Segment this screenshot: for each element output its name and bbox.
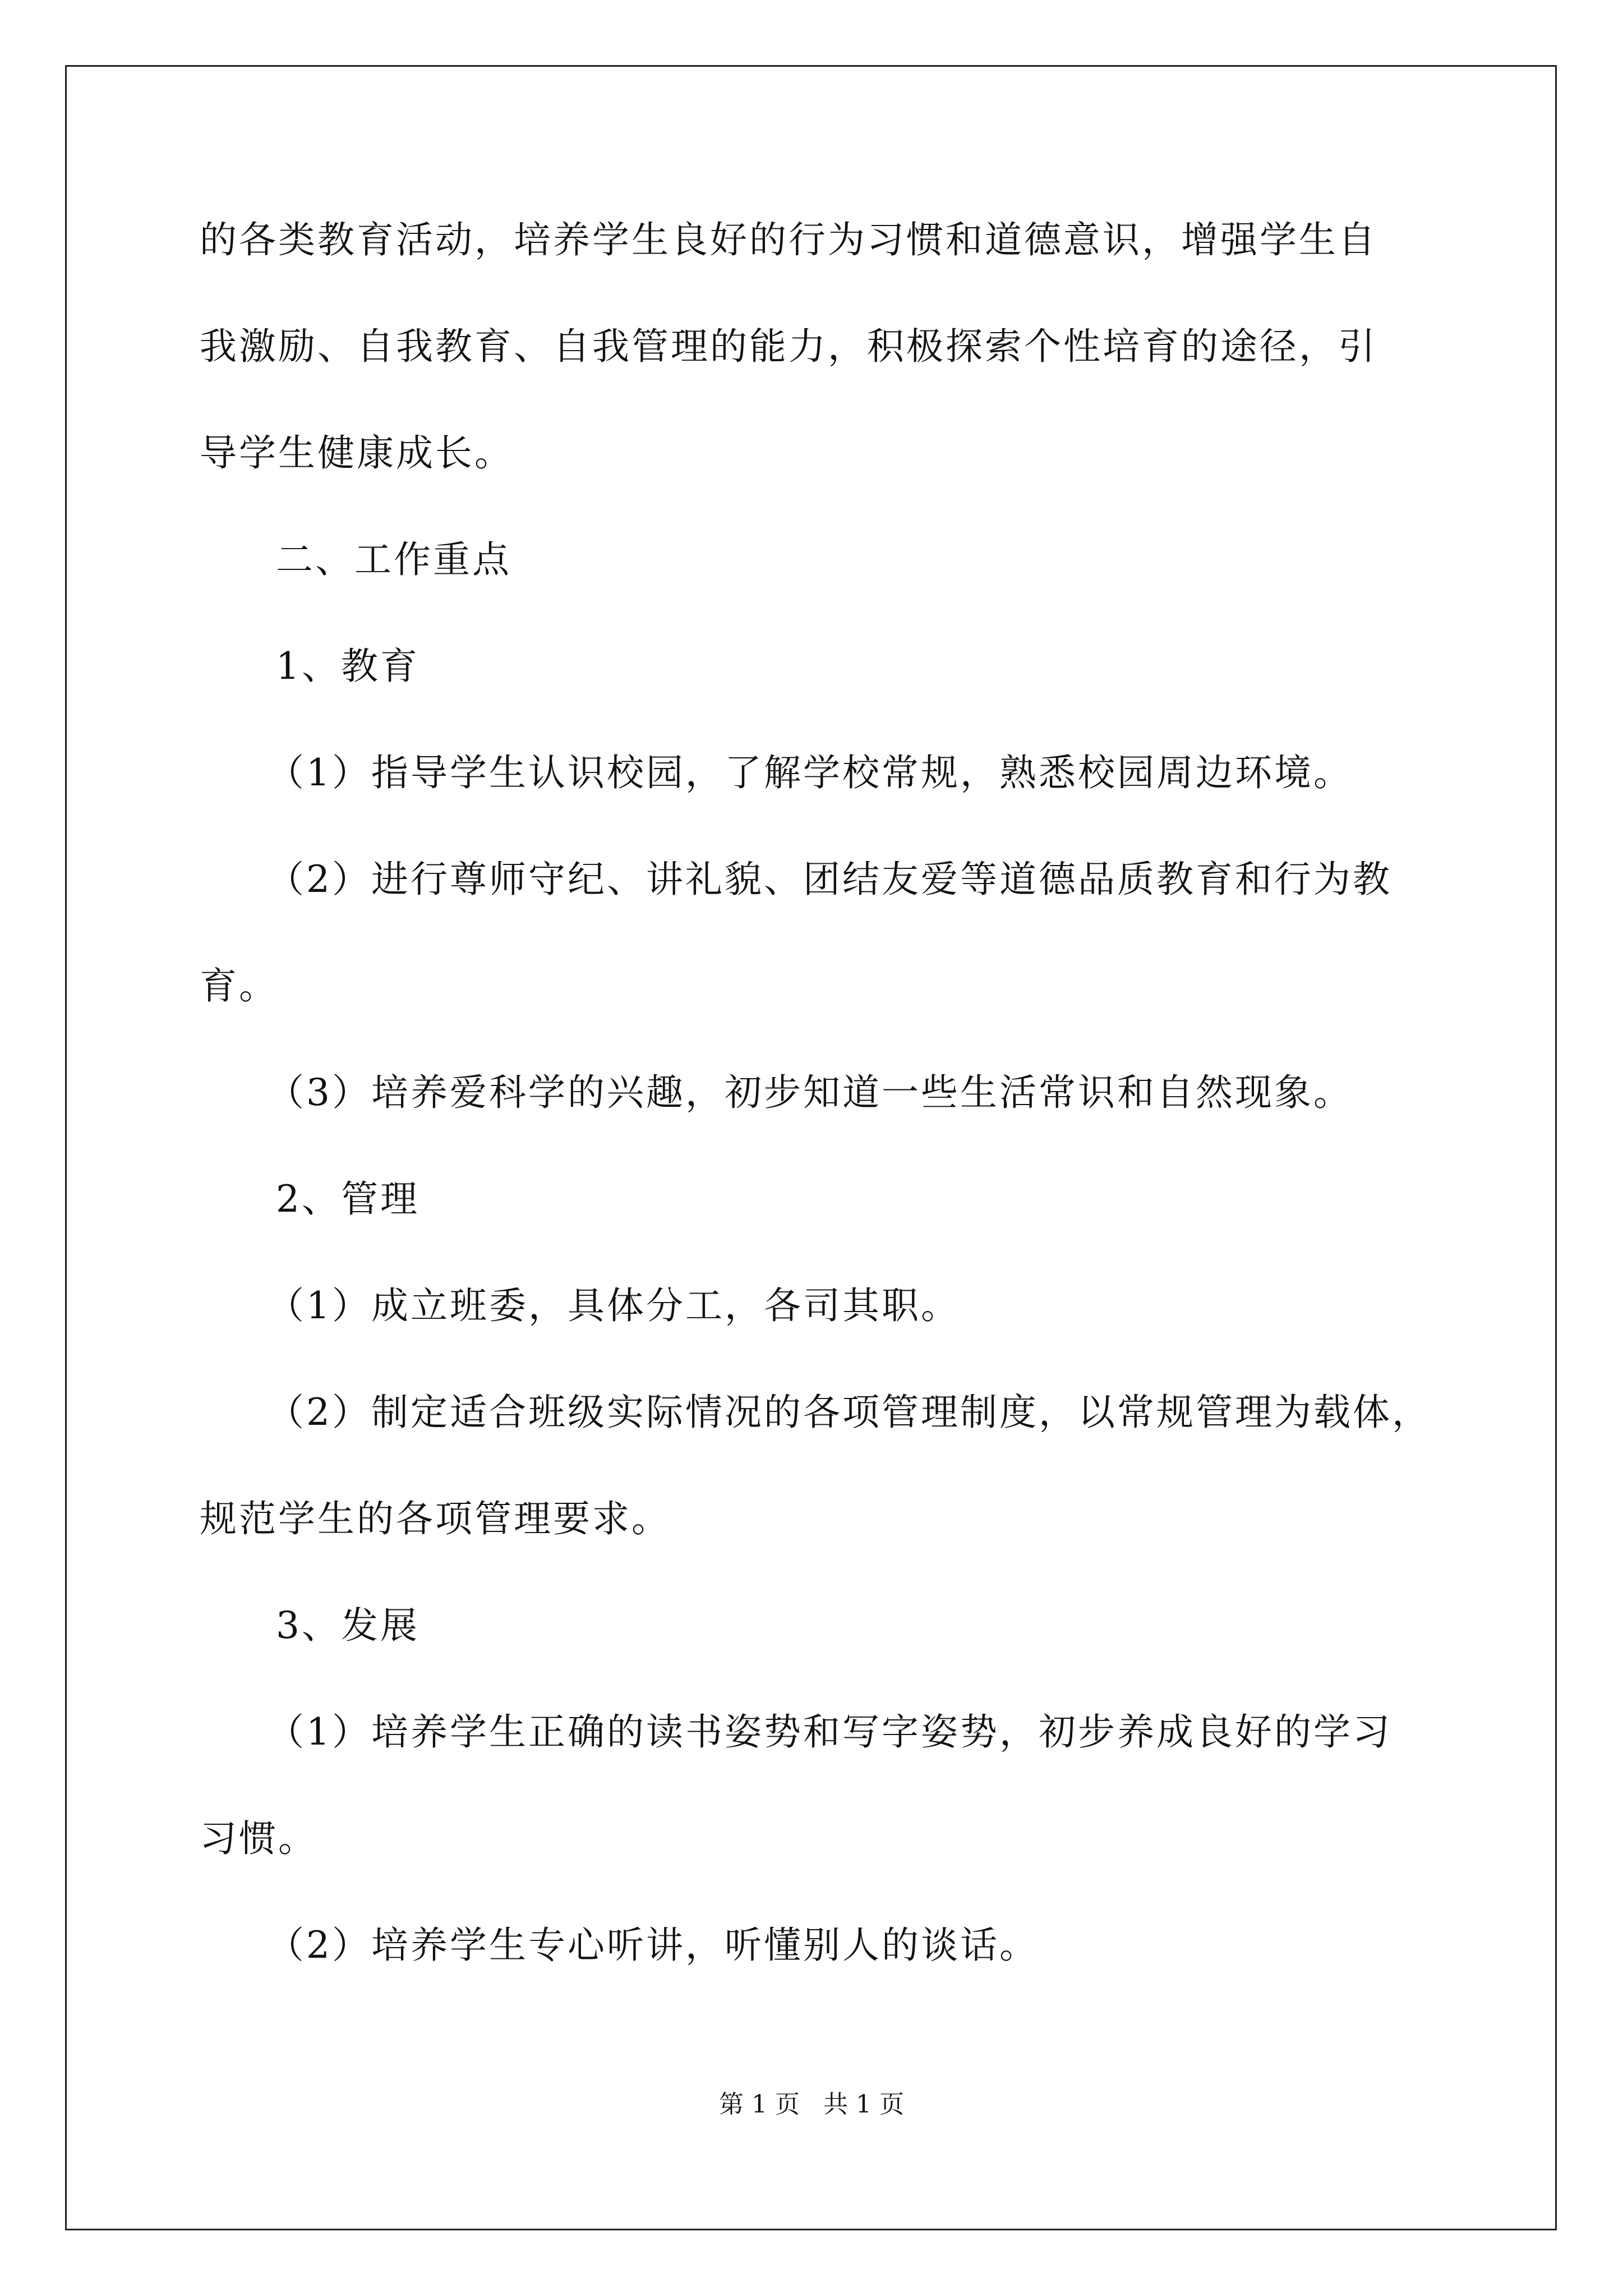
list-item: （1）指导学生认识校园，了解学校常规，熟悉校园周边环境。 <box>267 751 1353 794</box>
page-number: 第 1 页 <box>719 2090 800 2119</box>
paragraph-line: 的各类教育活动，培养学生良好的行为习惯和道德意识，增强学生自 <box>200 218 1377 261</box>
list-item: （1）培养学生正确的读书姿势和写字姿势，初步养成良好的学习 <box>267 1710 1392 1754</box>
list-item: （2）进行尊师守纪、讲礼貌、团结友爱等道德品质教育和行为教 <box>267 858 1392 901</box>
subsection-heading: 1、教育 <box>276 645 419 688</box>
page-footer <box>0 2090 1623 2119</box>
subsection-heading: 2、管理 <box>276 1177 419 1221</box>
section-heading: 二、工作重点 <box>276 538 511 581</box>
page-total: 共 1 页 <box>823 2090 904 2119</box>
list-item: （2）培养学生专心听讲，听懂别人的谈话。 <box>267 1924 1039 1967</box>
page-border <box>65 65 1557 2230</box>
list-item: （1）成立班委，具体分工，各司其职。 <box>267 1284 960 1327</box>
list-item: （3）培养爱科学的兴趣，初步知道一些生活常识和自然现象。 <box>267 1071 1353 1114</box>
subsection-heading: 3、发展 <box>276 1604 419 1647</box>
paragraph-line: 规范学生的各项管理要求。 <box>200 1497 671 1540</box>
paragraph-line: 我激励、自我教育、自我管理的能力，积极探索个性培育的途径，引 <box>200 325 1377 368</box>
paragraph-line: 习惯。 <box>200 1817 317 1860</box>
paragraph-line: 导学生健康成长。 <box>200 431 514 475</box>
list-item: （2）制定适合班级实际情况的各项管理制度，以常规管理为载体， <box>267 1391 1431 1434</box>
paragraph-line: 育。 <box>200 964 278 1007</box>
